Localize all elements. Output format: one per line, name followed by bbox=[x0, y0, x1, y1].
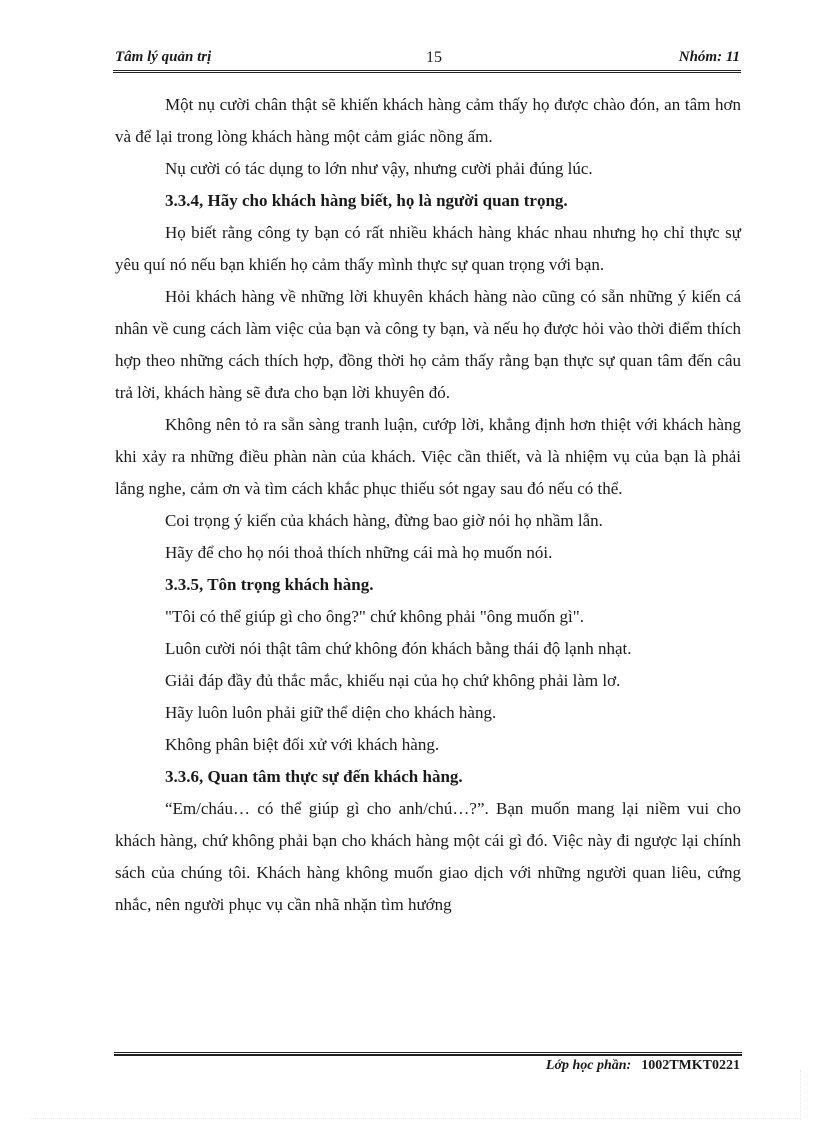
footer-divider bbox=[114, 1052, 742, 1056]
paragraph: Một nụ cười chân thật sẽ khiến khách hàng cảm thấy họ được chào đón, an tâm hơn và để lại trong lòng khách hàng một cảm giác nồng ấm. bbox=[115, 95, 741, 146]
paragraph: Không nên tỏ ra sẵn sàng tranh luận, cướp lời, khẳng định hơn thiệt với khách hàng khi xảy ra những điều phàn nàn của khách. Việc cần thiết, và là nhiệm vụ của bạn là phải lắng nghe, cảm ơn và tìm cách khắc phục thiếu sót ngay sau đó nếu có thể. bbox=[115, 415, 741, 498]
paragraph: Luôn cười nói thật tâm chứ không đón khách bằng thái độ lạnh nhạt. bbox=[165, 639, 632, 658]
page-edge-dotted-line bbox=[30, 1118, 800, 1119]
document-body bbox=[115, 89, 741, 921]
paragraph: Nụ cười có tác dụng to lớn như vậy, nhưng cười phải đúng lúc. bbox=[165, 159, 593, 178]
paragraph: Họ biết rằng công ty bạn có rất nhiều khách hàng khác nhau nhưng họ chỉ thực sự yêu quí nó nếu bạn khiến họ cảm thấy mình thực sự quan trọng với bạn. bbox=[115, 223, 741, 274]
section-heading: 3.3.4, Hãy cho khách hàng biết, họ là người quan trọng. bbox=[165, 191, 568, 210]
paragraph: Không phân biệt đối xử với khách hàng. bbox=[165, 735, 440, 754]
header-group: Nhóm: 11 bbox=[678, 49, 740, 65]
page-header bbox=[115, 49, 740, 71]
section-heading: 3.3.5, Tôn trọng khách hàng. bbox=[165, 575, 374, 594]
paragraph: Hãy để cho họ nói thoả thích những cái mà họ muốn nói. bbox=[165, 543, 553, 562]
page-number: 15 bbox=[426, 49, 442, 66]
paragraph: "Tôi có thể giúp gì cho ông?" chứ không phải "ông muốn gì". bbox=[165, 607, 584, 626]
header-course-title: Tâm lý quản trị bbox=[115, 49, 212, 65]
paragraph: Coi trọng ý kiến của khách hàng, đừng bao giờ nói họ nhầm lẫn. bbox=[165, 511, 603, 530]
paragraph: Hãy luôn luôn phải giữ thể diện cho khách hàng. bbox=[165, 703, 497, 722]
page-footer bbox=[546, 1058, 740, 1074]
paragraph: Hỏi khách hàng về những lời khuyên khách hàng nào cũng có sẵn những ý kiến cá nhân về cung cách làm việc của bạn và công ty bạn, và nếu họ được hỏi vào thời điểm thích hợp theo những cách thích hợp, đồng thời họ cảm thấy rằng bạn thực sự quan tâm đến câu trả lời, khách hàng sẽ đưa cho bạn lời khuyên đó. bbox=[115, 287, 741, 402]
footer-label: Lớp học phần: bbox=[545, 1058, 632, 1073]
header-divider bbox=[113, 70, 741, 73]
section-heading: 3.3.6, Quan tâm thực sự đến khách hàng. bbox=[165, 767, 463, 786]
page-edge-dotted-line-vertical bbox=[800, 1070, 801, 1120]
paragraph: “Em/cháu… có thể giúp gì cho anh/chú…?”. Bạn muốn mang lại niềm vui cho khách hàng, chứ không phải bạn cho khách hàng một cái gì đó. Việc này đi ngược lại chính sách của chúng tôi. Khách hàng không muốn giao dịch với những người quan liêu, cứng nhắc, nên người phục vụ cần nhã nhặn tìm hướng bbox=[115, 799, 741, 914]
footer-class-code: 1002TMKT0221 bbox=[641, 1058, 740, 1073]
paragraph: Giải đáp đầy đủ thắc mắc, khiếu nại của họ chứ không phải làm lơ. bbox=[165, 671, 621, 690]
